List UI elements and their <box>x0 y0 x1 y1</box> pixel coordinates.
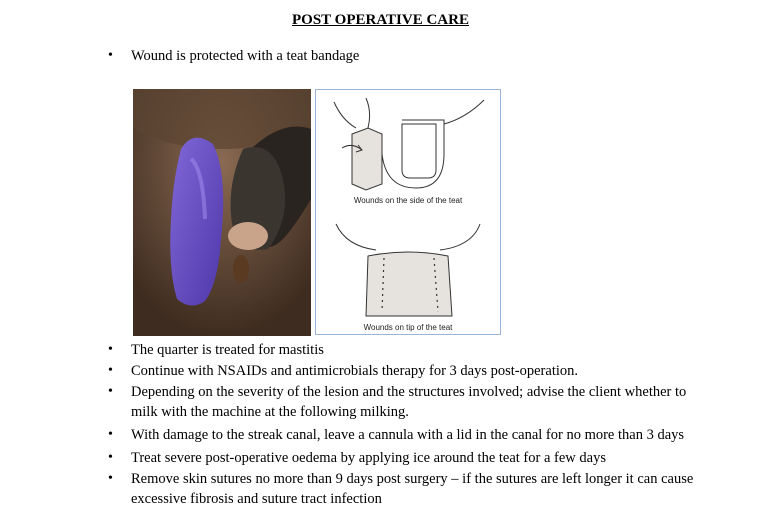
diagram-drawing <box>316 90 500 334</box>
teat-bandage-diagram <box>315 89 501 335</box>
diagram-caption-top: Wounds on the side of the teat <box>353 196 463 205</box>
bandaged-teat-photo <box>133 89 311 336</box>
top-bullet-list <box>108 46 708 66</box>
bullet-item: • Remove skin sutures no more than 9 days post surgery – if the sutures are left longer it can cause excessive fibrosis and suture tract infection <box>108 469 708 509</box>
bullet-item: • Depending on the severity of the lesion and the structures involved; advise the client whether to milk with the machine at the following milking. <box>108 382 708 422</box>
bullet-item: • Continue with NSAIDs and antimicrobials therapy for 3 days post-operation. <box>108 361 708 381</box>
page-title: POST OPERATIVE CARE <box>292 12 469 28</box>
bullet-item: • With damage to the streak canal, leave a cannula with a lid in the canal for no more than 3 days <box>108 425 708 445</box>
bullet-item: • Treat severe post-operative oedema by applying ice around the teat for a few days <box>108 448 708 468</box>
bullet-item: • The quarter is treated for mastitis <box>108 340 708 360</box>
bottom-bullet-list <box>108 340 708 510</box>
bandaged-teat-image <box>133 89 311 336</box>
diagram-caption-bottom: Wounds on tip of the teat <box>363 323 453 332</box>
bullet-item: • Wound is protected with a teat bandage <box>108 46 708 66</box>
